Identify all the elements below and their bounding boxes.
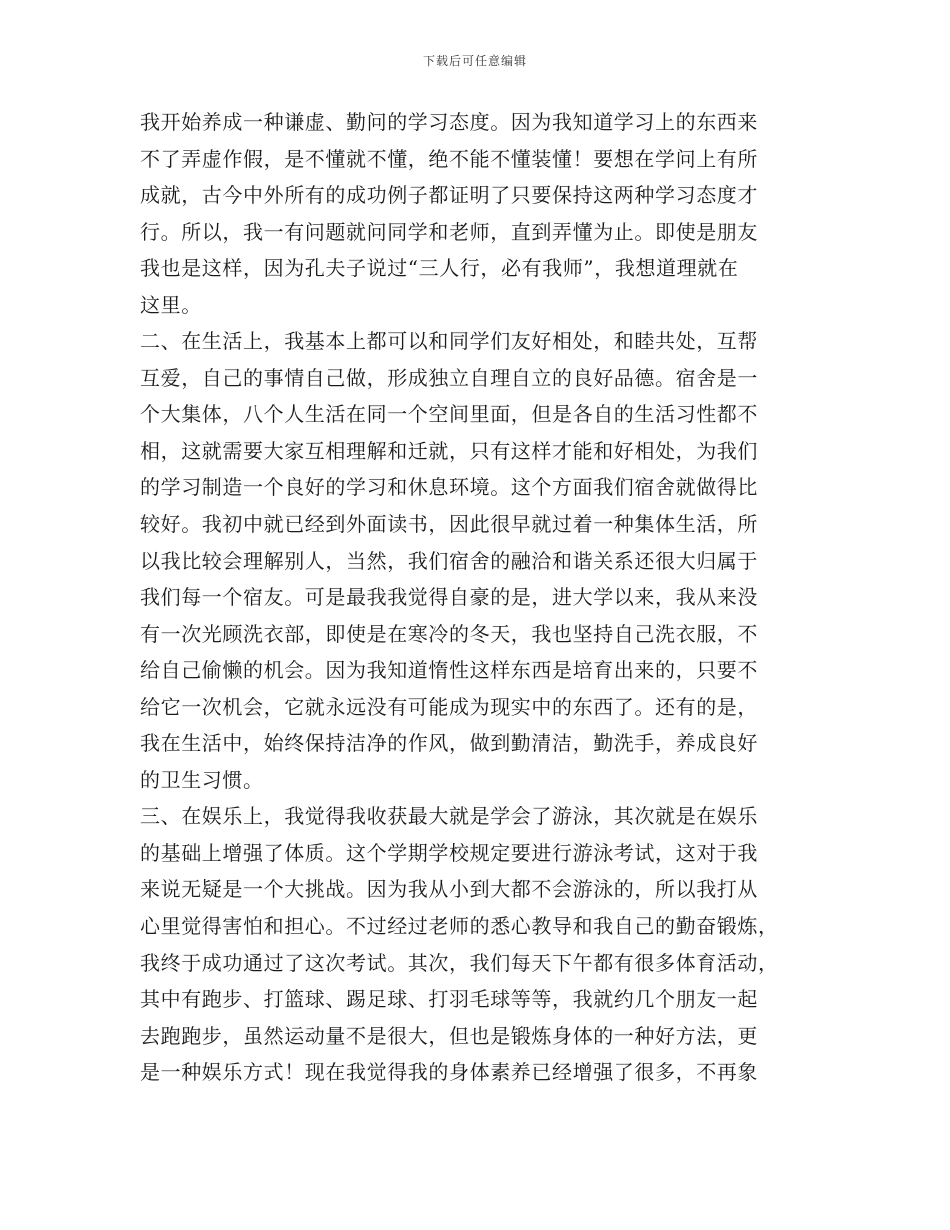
text-line: 个大集体，八个人生活在同一个空间里面，但是各自的生活习性都不 (140, 402, 758, 427)
text-line: 我在生活中，始终保持洁净的作风，做到勤清洁，勤洗手，养成良好 (140, 731, 758, 756)
text-line: 的卫生习惯。 (140, 767, 264, 792)
text-line: 成就，古今中外所有的成功例子都证明了只要保持这两种学习态度才 (140, 183, 758, 208)
text-line: 心里觉得害怕和担心。不过经过老师的悉心教导和我自己的勤奋锻炼， (140, 914, 779, 939)
text-line: 以我比较会理解别人，当然，我们宿舍的融洽和谐关系还很大归属于 (140, 548, 758, 573)
text-line: 其中有跑步、打篮球、踢足球、打羽毛球等等，我就约几个朋友一起 (140, 987, 758, 1012)
text-line: 较好。我初中就已经到外面读书，因此很早就过着一种集体生活，所 (140, 512, 758, 537)
text-line: 我们每一个宿友。可是最我我觉得自豪的是，进大学以来，我从来没 (140, 585, 758, 610)
text-line: 相，这就需要大家互相理解和迁就，只有这样才能和好相处，为我们 (140, 438, 758, 463)
text-line: 有一次光顾洗衣部，即使是在寒冷的冬天，我也坚持自己洗衣服，不 (140, 621, 758, 646)
page-header-note: 下载后可任意编辑 (422, 54, 527, 68)
text-line: 二、在生活上，我基本上都可以和同学们友好相处，和睦共处，互帮 (140, 329, 758, 354)
text-line: 给它一次机会，它就永远没有可能成为现实中的东西了。还有的是， (140, 694, 758, 719)
text-line: 三、在娱乐上，我觉得我收获最大就是学会了游泳，其次就是在娱乐 (140, 804, 758, 829)
text-line: 行。所以，我一有问题就问同学和老师，直到弄懂为止。即使是朋友 (140, 219, 758, 244)
text-line: 的基础上增强了体质。这个学期学校规定要进行游泳考试，这对于我 (140, 840, 758, 865)
text-line: 这里。 (140, 292, 202, 317)
text-line: 互爱，自己的事情自己做，形成独立自理自立的良好品德。宿舍是一 (140, 365, 758, 390)
text-line: 的学习制造一个良好的学习和休息环境。这个方面我们宿舍就做得比 (140, 475, 758, 500)
text-line: 我终于成功通过了这次考试。其次，我们每天下午都有很多体育活动， (140, 950, 779, 975)
text-line: 我也是这样，因为孔夫子说过“三人行，必有我师”，我想道理就在 (140, 256, 739, 281)
text-line: 不了弄虚作假，是不懂就不懂，绝不能不懂装懂！要想在学问上有所 (140, 146, 758, 171)
text-line: 来说无疑是一个大挑战。因为我从小到大都不会游泳的，所以我打从 (140, 877, 758, 902)
text-line: 我开始养成一种谦虚、勤问的学习态度。因为我知道学习上的东西来 (140, 110, 758, 134)
text-line: 去跑跑步，虽然运动量不是很大，但也是锻炼身体的一种好方法，更 (140, 1023, 758, 1048)
text-line: 给自己偷懒的机会。因为我知道惰性这样东西是培育出来的，只要不 (140, 658, 758, 683)
text-line: 是一种娱乐方式！现在我觉得我的身体素养已经增强了很多，不再象 (140, 1060, 758, 1085)
body-text (140, 104, 804, 1091)
